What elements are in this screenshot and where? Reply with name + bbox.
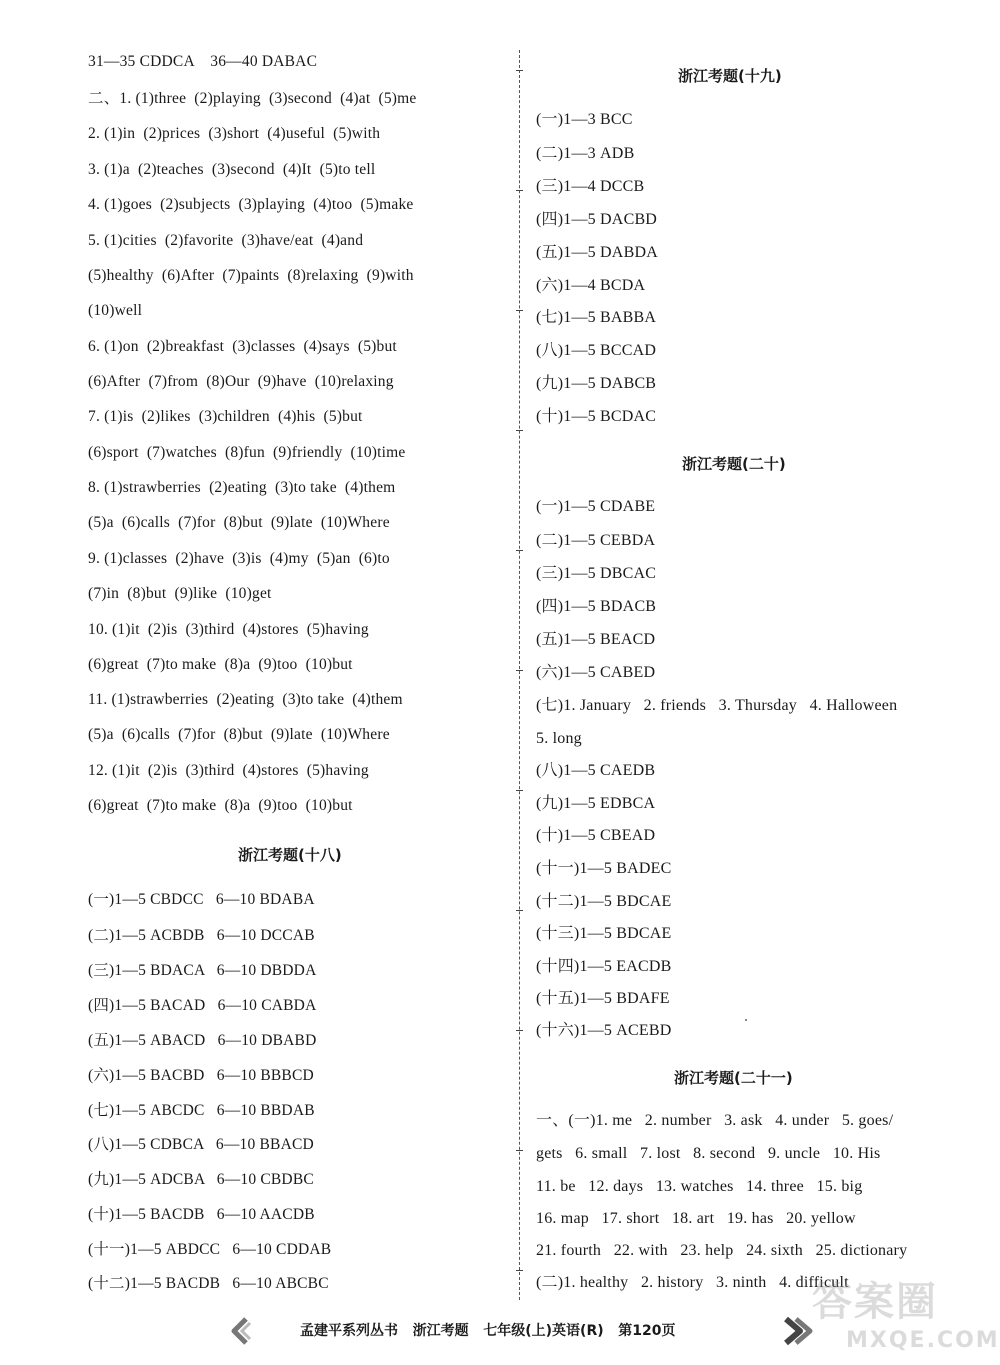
answer-line: (一)1—5 CDABE [536, 498, 656, 515]
answer-line: (一)1—3 BCC [536, 111, 633, 128]
divider-tick [516, 70, 523, 71]
answer-line: 16. map 17. short 18. art 19. has 20. yellow [536, 1210, 856, 1227]
answer-line: (十一)1—5 BADEC [536, 860, 672, 877]
section-heading: 浙江考题(十八) [238, 846, 342, 864]
answer-line: (五)1—5 ABACD 6—10 DBABD [88, 1032, 317, 1049]
divider-tick [516, 1030, 523, 1031]
answer-line: 31—35 CDDCA 36—40 DABAC [88, 53, 318, 70]
answer-line: (三)1—5 BDACA 6—10 DBDDA [88, 962, 317, 979]
answer-line: (十三)1—5 BDCAE [536, 925, 672, 942]
answer-line: (5)a (6)calls (7)for (8)but (9)late (10)Where [88, 514, 390, 531]
answer-line: 二、1. (1)three (2)playing (3)second (4)at (5)me [88, 90, 417, 107]
answer-line: (四)1—5 DACBD [536, 211, 658, 228]
answer-line: 8. (1)strawberries (2)eating (3)to take (4)them [88, 479, 396, 496]
divider-tick [516, 910, 523, 911]
answer-line: (6)great (7)to make (8)a (9)too (10)but [88, 656, 353, 673]
answer-line: (七)1—5 BABBA [536, 309, 657, 326]
divider-tick [516, 670, 523, 671]
answer-line: (十二)1—5 BACDB 6—10 ABCBC [88, 1275, 329, 1292]
answer-line: 一、(一)1. me 2. number 3. ask 4. under 5. goes/ [536, 1112, 894, 1129]
answer-line: (八)1—5 CDBCA 6—10 BBACD [88, 1136, 314, 1153]
answer-line: (九)1—5 EDBCA [536, 795, 656, 812]
answer-line: (三)1—4 DCCB [536, 178, 645, 195]
answer-line: 4. (1)goes (2)subjects (3)playing (4)too (5)make [88, 196, 414, 213]
answer-line: (六)1—5 CABED [536, 664, 656, 681]
answer-line: 2. (1)in (2)prices (3)short (4)useful (5)with [88, 125, 381, 142]
answer-line: (十四)1—5 EACDB [536, 958, 672, 975]
answer-line: (五)1—5 BEACD [536, 631, 656, 648]
answer-line: (十)1—5 BCDAC [536, 408, 657, 425]
answer-line: (十)1—5 BACDB 6—10 AACDB [88, 1206, 315, 1223]
answer-line: (九)1—5 DABCB [536, 375, 657, 392]
answer-line: (七)1. January 2. friends 3. Thursday 4. Halloween [536, 697, 898, 714]
answer-line: (5)healthy (6)After (7)paints (8)relaxing (9)with [88, 267, 414, 284]
answer-line: (六)1—4 BCDA [536, 277, 646, 294]
answer-line: (十五)1—5 BDAFE [536, 990, 670, 1007]
answer-line: 12. (1)it (2)is (3)third (4)stores (5)having [88, 762, 369, 779]
answer-line: (二)1. healthy 2. history 3. ninth 4. difficult [536, 1274, 849, 1291]
answer-line: (5)a (6)calls (7)for (8)but (9)late (10)Where [88, 726, 390, 743]
watermark-logo [806, 1270, 1000, 1365]
answer-line: gets 6. small 7. lost 8. second 9. uncle 10. His [536, 1145, 881, 1162]
answer-line: (一)1—5 CBDCC 6—10 BDABA [88, 891, 315, 908]
answer-line: (十)1—5 CBEAD [536, 827, 656, 844]
answer-line: (6)great (7)to make (8)a (9)too (10)but [88, 797, 353, 814]
column-divider [519, 50, 520, 1300]
footer-caption: 孟建平系列丛书 浙江考题 七年级(上)英语(R) 第120页 [300, 1323, 676, 1339]
divider-tick [516, 190, 523, 191]
watermark-url: MXQE.COM [846, 1328, 1000, 1353]
answer-line: (二)1—5 ACBDB 6—10 DCCAB [88, 927, 315, 944]
answer-line: (二)1—3 ADB [536, 145, 635, 162]
answer-line: (八)1—5 CAEDB [536, 762, 656, 779]
divider-tick [516, 430, 523, 431]
answer-line: (四)1—5 BACAD 6—10 CABDA [88, 997, 317, 1014]
chevron-left-icon[interactable] [226, 1316, 256, 1351]
answer-line: 6. (1)on (2)breakfast (3)classes (4)says (5)but [88, 338, 397, 355]
answer-line: 10. (1)it (2)is (3)third (4)stores (5)having [88, 621, 369, 638]
answer-line: 5. (1)cities (2)favorite (3)have/eat (4)and [88, 232, 364, 249]
answer-line: (八)1—5 BCCAD [536, 342, 657, 359]
answer-line: 7. (1)is (2)likes (3)children (4)his (5)but [88, 408, 363, 425]
answer-line: (五)1—5 DABDA [536, 244, 658, 261]
answer-line: (六)1—5 BACBD 6—10 BBBCD [88, 1067, 314, 1084]
divider-tick [516, 550, 523, 551]
watermark-title: 答案圈 [812, 1279, 938, 1325]
answer-line: 11. (1)strawberries (2)eating (3)to take (4)them [88, 691, 403, 708]
answer-line: (十二)1—5 BDCAE [536, 893, 672, 910]
section-heading: 浙江考题(二十) [682, 455, 786, 473]
answer-line: 9. (1)classes (2)have (3)is (4)my (5)an (6)to [88, 550, 390, 567]
answer-line: (三)1—5 DBCAC [536, 565, 657, 582]
answer-line: (九)1—5 ADCBA 6—10 CBDBC [88, 1171, 314, 1188]
divider-tick [516, 1150, 523, 1151]
speck [745, 1019, 747, 1021]
answer-line: 3. (1)a (2)teaches (3)second (4)It (5)to tell [88, 161, 376, 178]
answer-line: (7)in (8)but (9)like (10)get [88, 585, 272, 602]
answer-line: (6)sport (7)watches (8)fun (9)friendly (10)time [88, 444, 406, 461]
divider-tick [516, 790, 523, 791]
answer-line: 21. fourth 22. with 23. help 24. sixth 25. dictionary [536, 1242, 908, 1259]
answer-line: (十一)1—5 ABDCC 6—10 CDDAB [88, 1241, 332, 1258]
answer-line: 11. be 12. days 13. watches 14. three 15. big [536, 1178, 863, 1195]
answer-line: (10)well [88, 302, 143, 319]
answer-line: (七)1—5 ABCDC 6—10 BBDAB [88, 1102, 315, 1119]
section-heading: 浙江考题(二十一) [674, 1069, 793, 1087]
divider-tick [516, 310, 523, 311]
section-heading: 浙江考题(十九) [678, 67, 782, 85]
answer-line: (二)1—5 CEBDA [536, 532, 656, 549]
answer-line: (四)1—5 BDACB [536, 598, 657, 615]
answer-line: 5. long [536, 730, 582, 747]
answer-line: (6)After (7)from (8)Our (9)have (10)relaxing [88, 373, 394, 390]
divider-tick [516, 1270, 523, 1271]
answer-line: (十六)1—5 ACEBD [536, 1022, 672, 1039]
